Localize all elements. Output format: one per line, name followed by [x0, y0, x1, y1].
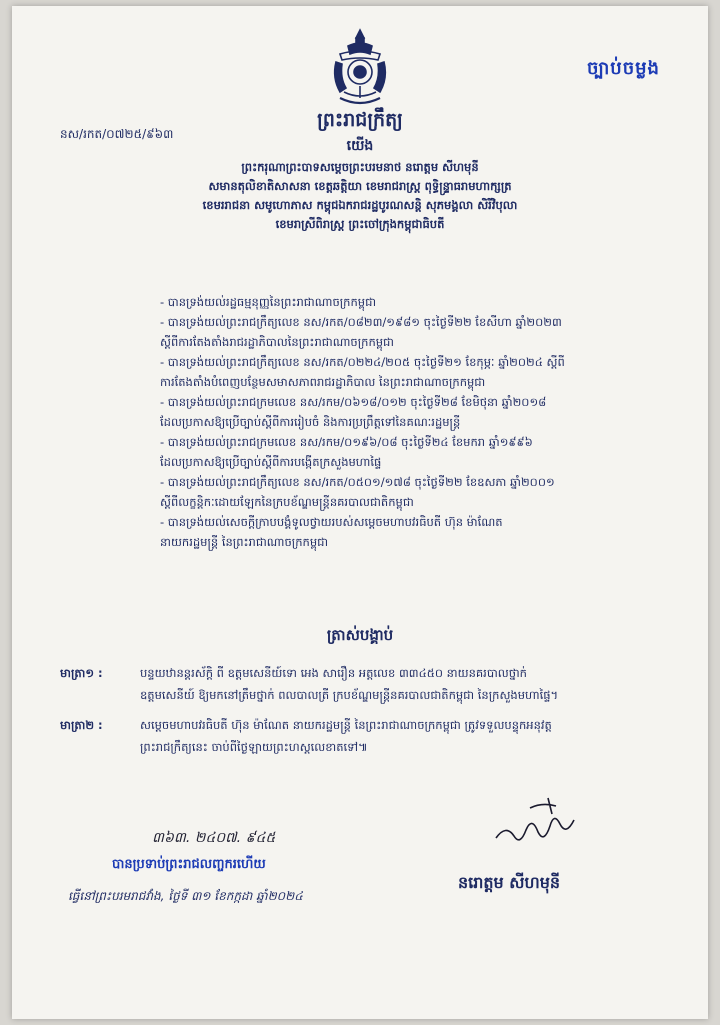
consideration-item: [160, 472, 668, 512]
consideration-item: [160, 432, 668, 472]
king-title-line: ខេមរាស្រីពិរាស្ត្រ ព្រះចៅក្រុងកម្ពុជាធិបតី: [275, 217, 445, 231]
decree-page: [12, 6, 708, 1019]
consideration-item: [160, 512, 668, 552]
date-line: ធ្វើនៅព្រះបរមរាជវាំង, ថ្ងៃទី ៣១ ខែកក្កដា ឆ្នាំ២០២៤: [68, 889, 303, 903]
consideration-line: - បានទ្រង់យល់សេចក្តីក្រាបបង្គំទូលថ្វាយរបស់សម្តេចមហាបវរធិបតី ហ៊ុន ម៉ាណែត: [160, 515, 503, 529]
handwritten-number: ៣៦៣. ២៤០៧. ៩៤៥: [152, 830, 276, 846]
article-text: [140, 714, 680, 758]
consideration-line: - បានទ្រង់យល់រដ្ឋធម្មនុញ្ញនៃព្រះរាជាណាចក្រកម្ពុជា: [160, 295, 377, 309]
article-text: [140, 662, 680, 706]
sealed-note: បានប្រទាប់ព្រះរាជលញ្ចករហើយ: [112, 857, 266, 872]
reference-number: នស/រកត/០៧២៥/៩៦៣: [60, 127, 174, 141]
consideration-line: - បានទ្រង់យល់ព្រះរាជក្រឹត្យលេខ នស/រកត/០៨២៣/១៩៨១ ចុះថ្ងៃទី២២ ខែសីហា ឆ្នាំ២០២៣: [160, 315, 562, 329]
king-title-line: ខេមររាជនា សមូហោភាស កម្ពុជឯករាជរដ្ឋបូរណសន្តិ សុភមង្គលា សិរីវិបុលា: [202, 198, 518, 212]
article-label: មាត្រា២ :: [60, 718, 103, 732]
consideration-item: [160, 292, 668, 312]
consideration-line: - បានទ្រង់យល់ព្រះរាជក្រមលេខ នស/រកម/០៦១៨/០១២ ចុះថ្ងៃទី២៨ ខែមិថុនា ឆ្នាំ២០១៨: [160, 395, 547, 409]
consideration-line: ដែលប្រកាសឱ្យប្រើច្បាប់ស្តីពីការរៀបចំ និងការប្រព្រឹត្តទៅនៃគណៈរដ្ឋមន្ត្រី: [160, 415, 461, 429]
consideration-line: ស្តីពីលក្ខន្តិកៈដោយឡែកនៃក្របខ័ណ្ឌមន្ត្រីនគរបាលជាតិកម្ពុជា: [160, 495, 414, 509]
decree-heading: ត្រាស់បង្គាប់: [326, 626, 394, 644]
consideration-line: នាយករដ្ឋមន្ត្រី នៃព្រះរាជាណាចក្រកម្ពុជា: [160, 535, 329, 549]
article-2: [60, 714, 680, 758]
article-line: បន្ទយឋានន្តរស័ក្តិ ពី ឧត្តមសេនីយ៍ទោ អេង សារឿន អត្តលេខ ៣៣៤៥០ នាយនគរបាលថ្នាក់: [140, 666, 527, 680]
considerations-list: [160, 292, 668, 552]
article-line: ព្រះរាជក្រឹត្យនេះ ចាប់ពីថ្ងៃឡាយព្រះហស្តលេខាតទៅ៕: [140, 740, 368, 754]
signer-name: នរោត្តម សីហមុនី: [458, 873, 561, 892]
consideration-line: - បានទ្រង់យល់ព្រះរាជក្រឹត្យលេខ នស/រកត/០២២៤/២០៥ ចុះថ្ងៃទី២១ ខែកុម្ភៈ ឆ្នាំ២០២៤ ស្តីពី: [160, 355, 565, 369]
consideration-item: [160, 312, 668, 352]
king-title-line: ព្រះករុណាព្រះបាទសម្តេចព្រះបរមនាថ នរោត្តម សីហមុនី: [241, 160, 479, 174]
we-heading: យើង: [346, 138, 374, 154]
royal-signature-icon: [490, 794, 586, 854]
consideration-item: [160, 392, 668, 432]
articles: [60, 662, 680, 766]
consideration-line: - បានទ្រង់យល់ព្រះរាជក្រមលេខ នស/រកម/០១៩៦/០៨ ចុះថ្ងៃទី២៤ ខែមករា ឆ្នាំ១៩៩៦: [160, 435, 533, 449]
article-line: ឧត្តមសេនីយ៍ ឱ្យមកនៅត្រឹមថ្នាក់ ពលបាលត្រី ក្របខ័ណ្ឌមន្ត្រីនគរបាលជាតិកម្ពុជា នៃក្រសួងមហាផ្ទៃ។: [140, 688, 559, 702]
article-label: មាត្រា១ :: [60, 666, 103, 680]
decree-title: ព្រះរាជក្រឹត្យ: [317, 109, 403, 131]
consideration-line: ស្តីពីការតែងតាំងរាជរដ្ឋាភិបាលនៃព្រះរាជាណាចក្រកម្ពុជា: [160, 335, 394, 349]
consideration-item: [160, 352, 668, 392]
royal-emblem-icon: [326, 28, 394, 108]
copy-stamp: ច្បាប់ចម្លង: [587, 58, 660, 79]
article-1: [60, 662, 680, 706]
consideration-line: ដែលប្រកាសឱ្យប្រើច្បាប់ស្តីពីការបង្កើតក្រសួងមហាផ្ទៃ: [160, 455, 382, 469]
consideration-line: - បានទ្រង់យល់ព្រះរាជក្រឹត្យលេខ នស/រកត/០៥០១/១៧៨ ចុះថ្ងៃទី២២ ខែឧសភា ឆ្នាំ២០០១: [160, 475, 555, 489]
article-line: សម្តេចមហាបវរធិបតី ហ៊ុន ម៉ាណែត នាយករដ្ឋមន្ត្រី នៃព្រះរាជាណាចក្រកម្ពុជា ត្រូវទទួលបន្ទុកអនុវត្ត: [140, 718, 552, 732]
king-title-line: សមានតុលិខាតិសាសនា ខេត្តឆត្តិយា ខេមរាជរាស្ត្រ ពុទ្ធិន្ទ្រាធរាមហាក្សត្រ: [208, 179, 512, 193]
king-titles: [72, 158, 648, 234]
consideration-line: ការតែងតាំងបំពេញបន្ថែមសមាសភាពរាជរដ្ឋាភិបាល នៃព្រះរាជាណាចក្រកម្ពុជា: [160, 375, 486, 389]
